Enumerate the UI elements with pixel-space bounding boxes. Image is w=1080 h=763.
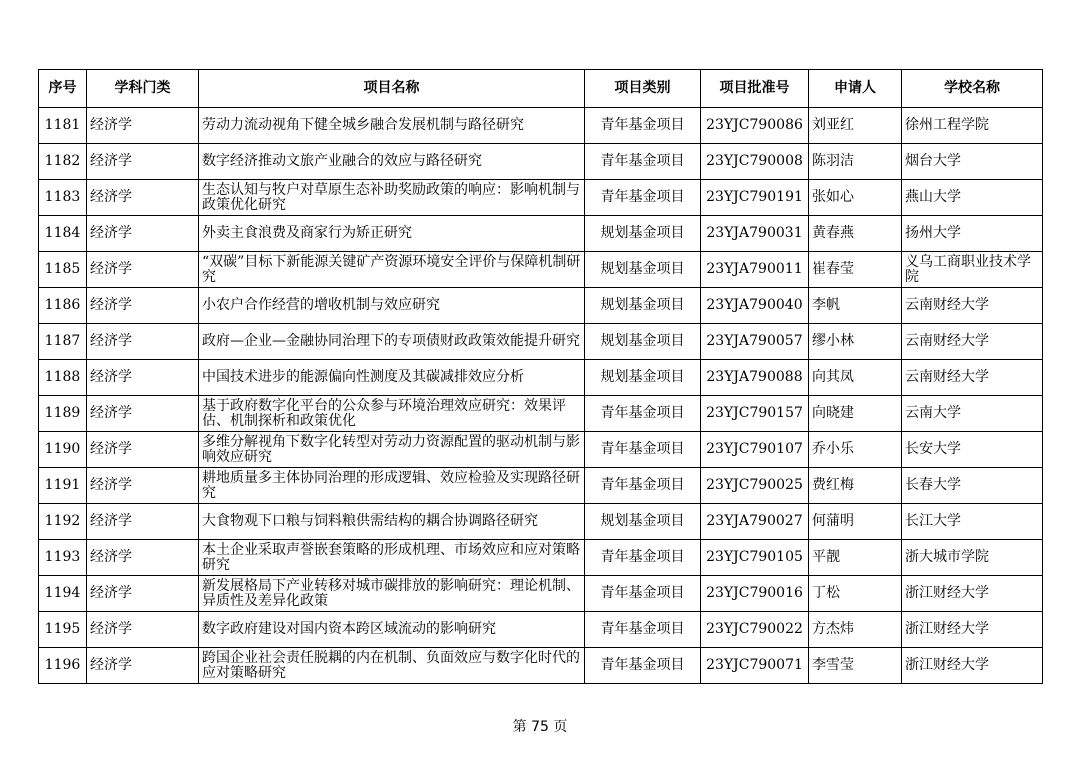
cell-school: 云南财经大学 bbox=[902, 288, 1043, 324]
cell-type: 青年基金项目 bbox=[585, 396, 701, 432]
cell-approval-no: 23YJC790025 bbox=[701, 468, 809, 504]
cell-applicant: 方杰炜 bbox=[809, 612, 902, 648]
cell-title: 中国技术进步的能源偏向性测度及其碳减排效应分析 bbox=[199, 360, 585, 396]
table-row bbox=[39, 252, 1043, 288]
cell-type: 规划基金项目 bbox=[585, 288, 701, 324]
cell-approval-no: 23YJC790107 bbox=[701, 432, 809, 468]
cell-subject: 经济学 bbox=[87, 468, 199, 504]
cell-seq: 1192 bbox=[39, 504, 87, 540]
table-row bbox=[39, 396, 1043, 432]
cell-type: 青年基金项目 bbox=[585, 108, 701, 144]
cell-applicant: 平靓 bbox=[809, 540, 902, 576]
table-row bbox=[39, 108, 1043, 144]
cell-type: 青年基金项目 bbox=[585, 144, 701, 180]
cell-school: 浙大城市学院 bbox=[902, 540, 1043, 576]
cell-subject: 经济学 bbox=[87, 144, 199, 180]
cell-type: 青年基金项目 bbox=[585, 468, 701, 504]
cell-approval-no: 23YJA790031 bbox=[701, 216, 809, 252]
cell-subject: 经济学 bbox=[87, 432, 199, 468]
cell-applicant: 黄春燕 bbox=[809, 216, 902, 252]
cell-subject: 经济学 bbox=[87, 612, 199, 648]
cell-type: 青年基金项目 bbox=[585, 612, 701, 648]
cell-subject: 经济学 bbox=[87, 180, 199, 216]
header-subject: 学科门类 bbox=[87, 70, 199, 108]
cell-type: 青年基金项目 bbox=[585, 540, 701, 576]
cell-approval-no: 23YJA790088 bbox=[701, 360, 809, 396]
cell-approval-no: 23YJC790071 bbox=[701, 648, 809, 684]
cell-seq: 1183 bbox=[39, 180, 87, 216]
project-table bbox=[38, 69, 1043, 684]
cell-type: 规划基金项目 bbox=[585, 504, 701, 540]
cell-type: 规划基金项目 bbox=[585, 360, 701, 396]
cell-subject: 经济学 bbox=[87, 324, 199, 360]
cell-school: 云南大学 bbox=[902, 396, 1043, 432]
header-school: 学校名称 bbox=[902, 70, 1043, 108]
cell-approval-no: 23YJC790008 bbox=[701, 144, 809, 180]
cell-approval-no: 23YJC790086 bbox=[701, 108, 809, 144]
cell-school: 义乌工商职业技术学院 bbox=[902, 252, 1043, 288]
cell-school: 长江大学 bbox=[902, 504, 1043, 540]
cell-subject: 经济学 bbox=[87, 360, 199, 396]
cell-title: 耕地质量多主体协同治理的形成逻辑、效应检验及实现路径研究 bbox=[199, 468, 585, 504]
cell-subject: 经济学 bbox=[87, 648, 199, 684]
cell-title: 数字经济推动文旅产业融合的效应与路径研究 bbox=[199, 144, 585, 180]
cell-subject: 经济学 bbox=[87, 216, 199, 252]
cell-title: 基于政府数字化平台的公众参与环境治理效应研究：效果评估、机制探析和政策优化 bbox=[199, 396, 585, 432]
cell-subject: 经济学 bbox=[87, 252, 199, 288]
cell-applicant: 乔小乐 bbox=[809, 432, 902, 468]
cell-school: 长春大学 bbox=[902, 468, 1043, 504]
header-type: 项目类别 bbox=[585, 70, 701, 108]
cell-approval-no: 23YJC790191 bbox=[701, 180, 809, 216]
cell-subject: 经济学 bbox=[87, 288, 199, 324]
cell-seq: 1196 bbox=[39, 648, 87, 684]
table-row bbox=[39, 360, 1043, 396]
header-title: 项目名称 bbox=[199, 70, 585, 108]
cell-school: 浙江财经大学 bbox=[902, 576, 1043, 612]
cell-subject: 经济学 bbox=[87, 108, 199, 144]
cell-type: 青年基金项目 bbox=[585, 648, 701, 684]
cell-school: 扬州大学 bbox=[902, 216, 1043, 252]
cell-seq: 1189 bbox=[39, 396, 87, 432]
cell-seq: 1184 bbox=[39, 216, 87, 252]
cell-type: 规划基金项目 bbox=[585, 324, 701, 360]
cell-title: 多维分解视角下数字化转型对劳动力资源配置的驱动机制与影响效应研究 bbox=[199, 432, 585, 468]
cell-seq: 1185 bbox=[39, 252, 87, 288]
cell-approval-no: 23YJA790057 bbox=[701, 324, 809, 360]
table-row bbox=[39, 432, 1043, 468]
table-row bbox=[39, 288, 1043, 324]
cell-approval-no: 23YJC790016 bbox=[701, 576, 809, 612]
table-row bbox=[39, 648, 1043, 684]
cell-approval-no: 23YJA790027 bbox=[701, 504, 809, 540]
header-seq: 序号 bbox=[39, 70, 87, 108]
cell-subject: 经济学 bbox=[87, 504, 199, 540]
cell-school: 徐州工程学院 bbox=[902, 108, 1043, 144]
cell-type: 规划基金项目 bbox=[585, 216, 701, 252]
cell-seq: 1188 bbox=[39, 360, 87, 396]
table-row bbox=[39, 576, 1043, 612]
cell-title: 劳动力流动视角下健全城乡融合发展机制与路径研究 bbox=[199, 108, 585, 144]
cell-applicant: 陈羽洁 bbox=[809, 144, 902, 180]
cell-applicant: 张如心 bbox=[809, 180, 902, 216]
table-row bbox=[39, 468, 1043, 504]
table-row bbox=[39, 612, 1043, 648]
cell-approval-no: 23YJC790157 bbox=[701, 396, 809, 432]
cell-applicant: 崔春莹 bbox=[809, 252, 902, 288]
header-approval-no: 项目批准号 bbox=[701, 70, 809, 108]
cell-title: 生态认知与牧户对草原生态补助奖励政策的响应：影响机制与政策优化研究 bbox=[199, 180, 585, 216]
cell-seq: 1181 bbox=[39, 108, 87, 144]
cell-approval-no: 23YJC790022 bbox=[701, 612, 809, 648]
cell-title: 新发展格局下产业转移对城市碳排放的影响研究：理论机制、异质性及差异化政策 bbox=[199, 576, 585, 612]
cell-subject: 经济学 bbox=[87, 576, 199, 612]
cell-applicant: 李雪莹 bbox=[809, 648, 902, 684]
cell-seq: 1191 bbox=[39, 468, 87, 504]
table-row bbox=[39, 144, 1043, 180]
cell-applicant: 费红梅 bbox=[809, 468, 902, 504]
cell-school: 云南财经大学 bbox=[902, 360, 1043, 396]
table-row bbox=[39, 540, 1043, 576]
cell-school: 云南财经大学 bbox=[902, 324, 1043, 360]
cell-title: 外卖主食浪费及商家行为矫正研究 bbox=[199, 216, 585, 252]
cell-applicant: 李帆 bbox=[809, 288, 902, 324]
cell-title: “双碳”目标下新能源关键矿产资源环境安全评价与保障机制研究 bbox=[199, 252, 585, 288]
cell-approval-no: 23YJA790011 bbox=[701, 252, 809, 288]
page-number: 第 75 页 bbox=[512, 719, 568, 735]
cell-applicant: 向晓建 bbox=[809, 396, 902, 432]
cell-title: 数字政府建设对国内资本跨区域流动的影响研究 bbox=[199, 612, 585, 648]
cell-title: 本土企业采取声誉嵌套策略的形成机理、市场效应和应对策略研究 bbox=[199, 540, 585, 576]
cell-title: 跨国企业社会责任脱耦的内在机制、负面效应与数字化时代的应对策略研究 bbox=[199, 648, 585, 684]
cell-seq: 1186 bbox=[39, 288, 87, 324]
cell-subject: 经济学 bbox=[87, 540, 199, 576]
table-row bbox=[39, 216, 1043, 252]
cell-school: 浙江财经大学 bbox=[902, 648, 1043, 684]
cell-title: 政府—企业—金融协同治理下的专项债财政政策效能提升研究 bbox=[199, 324, 585, 360]
cell-seq: 1194 bbox=[39, 576, 87, 612]
cell-school: 浙江财经大学 bbox=[902, 612, 1043, 648]
table-row bbox=[39, 180, 1043, 216]
cell-applicant: 向其凤 bbox=[809, 360, 902, 396]
cell-type: 青年基金项目 bbox=[585, 180, 701, 216]
cell-approval-no: 23YJC790105 bbox=[701, 540, 809, 576]
cell-school: 烟台大学 bbox=[902, 144, 1043, 180]
cell-approval-no: 23YJA790040 bbox=[701, 288, 809, 324]
cell-applicant: 缪小林 bbox=[809, 324, 902, 360]
cell-seq: 1193 bbox=[39, 540, 87, 576]
table-row bbox=[39, 324, 1043, 360]
cell-type: 规划基金项目 bbox=[585, 252, 701, 288]
cell-subject: 经济学 bbox=[87, 396, 199, 432]
table-row bbox=[39, 504, 1043, 540]
cell-seq: 1187 bbox=[39, 324, 87, 360]
cell-type: 青年基金项目 bbox=[585, 432, 701, 468]
table-header-row bbox=[39, 70, 1043, 108]
header-applicant: 申请人 bbox=[809, 70, 902, 108]
cell-type: 青年基金项目 bbox=[585, 576, 701, 612]
cell-school: 长安大学 bbox=[902, 432, 1043, 468]
cell-applicant: 何蒲明 bbox=[809, 504, 902, 540]
cell-applicant: 丁松 bbox=[809, 576, 902, 612]
cell-seq: 1195 bbox=[39, 612, 87, 648]
cell-title: 小农户合作经营的增收机制与效应研究 bbox=[199, 288, 585, 324]
cell-seq: 1190 bbox=[39, 432, 87, 468]
cell-school: 燕山大学 bbox=[902, 180, 1043, 216]
cell-applicant: 刘亚红 bbox=[809, 108, 902, 144]
cell-title: 大食物观下口粮与饲料粮供需结构的耦合协调路径研究 bbox=[199, 504, 585, 540]
cell-seq: 1182 bbox=[39, 144, 87, 180]
